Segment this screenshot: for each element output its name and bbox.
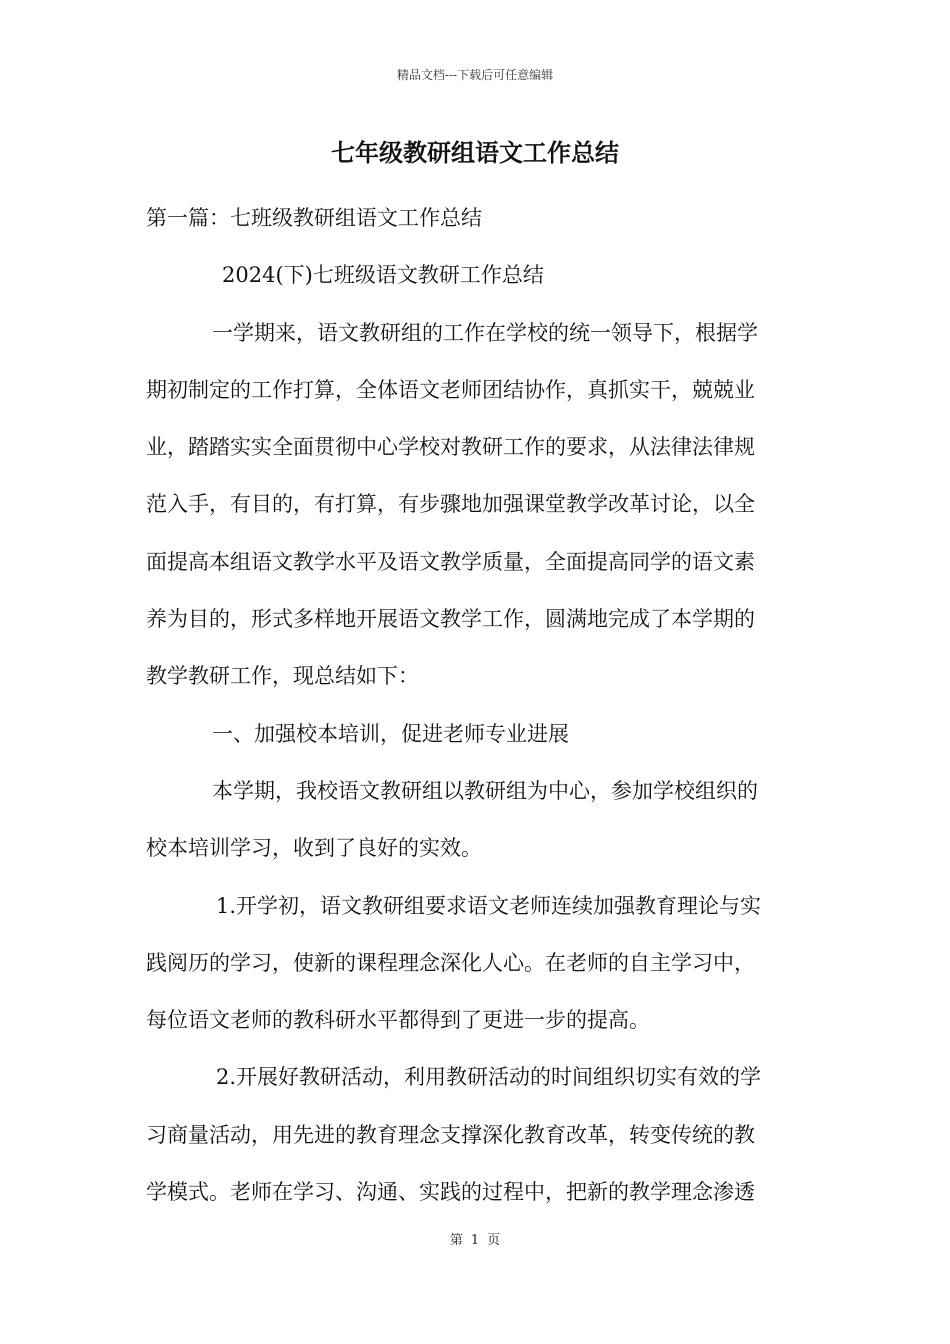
subtitle-line: 2024(下)七班级语文教研工作总结 <box>222 263 544 288</box>
section-heading: 第一篇：七班级教研组语文工作总结 <box>146 206 482 230</box>
section-heading: 一、加强校本培训，促进老师专业进展 <box>212 721 569 746</box>
paragraph-line: 本学期，我校语文教研组以教研组为中心，参加学校组织的 <box>212 778 758 803</box>
document-body <box>146 190 808 1221</box>
page-suffix: 页 <box>487 1233 501 1248</box>
paragraph-line: 养为目的，形式多样地开展语文教学工作，圆满地完成了本学期的 <box>146 607 755 632</box>
page-prefix: 第 <box>449 1233 463 1248</box>
list-item-line: 1.开学初，语文教研组要求语文老师连续加强教育理论与实 <box>216 893 762 918</box>
paragraph-line: 期初制定的工作打算，全体语文老师团结协作，真抓实干，兢兢业 <box>146 377 755 402</box>
paragraph-line: 面提高本组语文教学水平及语文教学质量，全面提高同学的语文素 <box>146 549 755 574</box>
paragraph-line: 教学教研工作，现总结如下： <box>146 664 419 689</box>
list-item-line: 2.开展好教研活动，利用教研活动的时间组织切实有效的学 <box>216 1065 762 1090</box>
list-item-line: 学模式。老师在学习、沟通、实践的过程中，把新的教学理念渗透 <box>146 1180 755 1205</box>
paragraph-line: 范入手，有目的，有打算，有步骤地加强课堂教学改革讨论，以全 <box>146 492 755 517</box>
page-number-footer <box>0 1229 950 1248</box>
paragraph-line: 一学期来，语文教研组的工作在学校的统一领导下，根据学 <box>212 320 758 345</box>
paragraph-line: 业，踏踏实实全面贯彻中心学校对教研工作的要求，从法律法律规 <box>146 435 755 460</box>
document-title: 七年级教研组语文工作总结 <box>331 138 619 167</box>
paragraph-line: 校本培训学习，收到了良好的实效。 <box>146 836 482 861</box>
list-item-line: 习商量活动，用先进的教育理念支撑深化教育改革，转变传统的教 <box>146 1122 755 1147</box>
page-number: 1 <box>470 1233 480 1248</box>
header-note: 精品文档---下载后可任意编辑 <box>396 68 554 82</box>
list-item-line: 践阅历的学习，使新的课程理念深化人心。在老师的自主学习中， <box>146 950 755 975</box>
list-item-line: 每位语文老师的教科研水平都得到了更进一步的提高。 <box>146 1008 650 1033</box>
